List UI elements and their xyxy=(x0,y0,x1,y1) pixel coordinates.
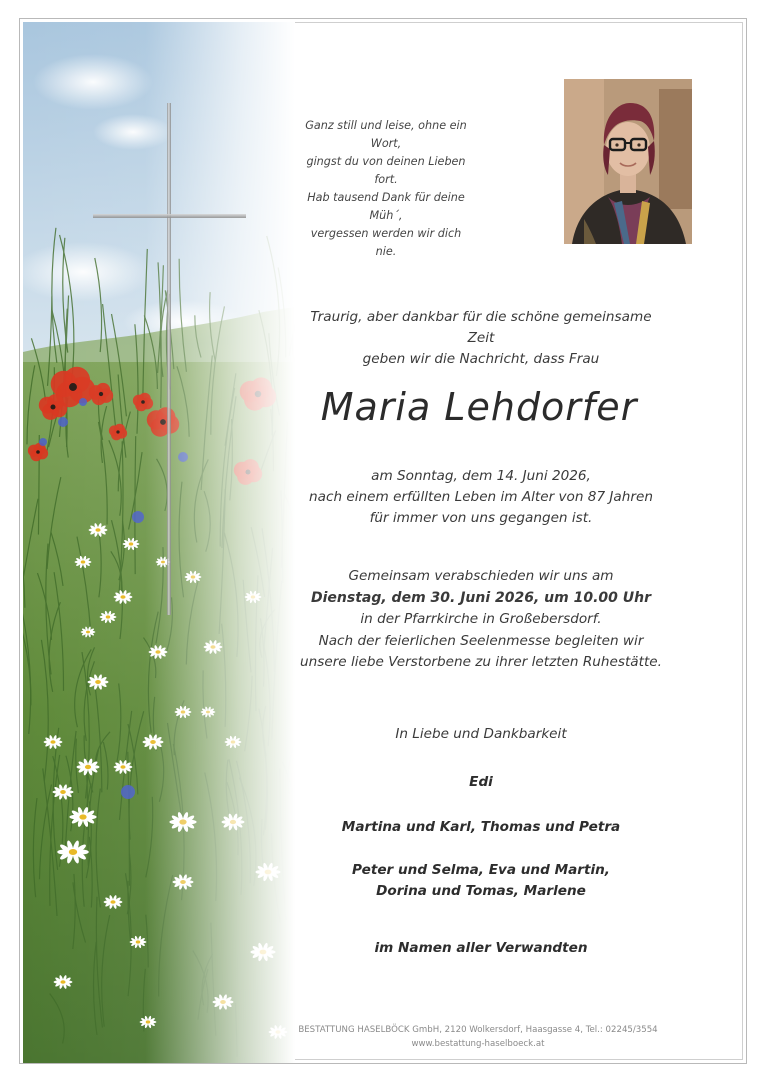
mourner-group xyxy=(300,938,662,959)
announcement-intro xyxy=(300,307,662,370)
intro-line: geben wir die Nachricht, dass Frau xyxy=(362,351,600,367)
poem-line: vergessen werden wir dich nie. xyxy=(310,227,462,258)
farewell-line: unsere liebe Verstorbene zu ihrer letzten Ruhestätte. xyxy=(300,654,662,670)
passing-line: nach einem erfüllten Leben im Alter von 87 Jahren xyxy=(309,489,653,505)
mourner-line: Martina und Karl, Thomas und Petra xyxy=(341,819,621,835)
passing-notice xyxy=(300,466,662,529)
funeral-home-address: BESTATTUNG HASELBÖCK GmbH, 2120 Wolkersdorf, Haasgasse 4, Tel.: 02245/3554 xyxy=(298,1025,658,1035)
poem-line: Hab tausend Dank für deine Müh´, xyxy=(307,191,465,222)
meadow-illustration xyxy=(23,22,295,1063)
cross-bar xyxy=(93,214,246,218)
funeral-home-website: www.bestattung-haselboeck.at xyxy=(411,1039,545,1049)
portrait-photo xyxy=(564,79,692,244)
portrait-svg xyxy=(564,79,692,244)
deceased-name: Maria Lehdorfer xyxy=(320,385,638,429)
meadow-svg xyxy=(23,22,295,1063)
farewell-line: Nach der feierlichen Seelenmesse begleiten wir xyxy=(318,632,644,649)
mourner-line: Peter und Selma, Eva und Martin, xyxy=(352,862,610,878)
funeral-home-footer xyxy=(285,1023,671,1051)
closing-phrase: In Liebe und Dankbarkeit xyxy=(395,726,567,742)
mourner-group xyxy=(300,772,662,793)
funeral-details xyxy=(300,566,662,674)
mourner-line: im Namen aller Verwandten xyxy=(374,940,588,956)
funeral-date-time: Dienstag, dem 30. Juni 2026, um 10.00 Uhr xyxy=(310,589,652,606)
mourners-list xyxy=(300,772,662,982)
mourner-group xyxy=(300,817,662,838)
passing-line: für immer von uns gegangen ist. xyxy=(369,510,593,526)
mourner-group xyxy=(300,860,662,902)
funeral-location: in der Pfarrkirche in Großebersdorf. xyxy=(360,611,602,627)
farewell-line: Gemeinsam verabschieden wir uns am xyxy=(348,568,614,584)
passing-line: am Sonntag, dem 14. Juni 2026, xyxy=(371,468,591,484)
mourner-line: Edi xyxy=(469,774,493,790)
poem-line: Ganz still und leise, ohne ein Wort, xyxy=(305,119,467,150)
mourner-line: Dorina und Tomas, Marlene xyxy=(376,883,586,899)
poem xyxy=(300,117,472,261)
poem-line: gingst du von deinen Lieben fort. xyxy=(306,155,466,186)
intro-line: Traurig, aber dankbar für die schöne gemeinsame Zeit xyxy=(310,309,652,346)
latin-cross-icon xyxy=(167,103,171,615)
